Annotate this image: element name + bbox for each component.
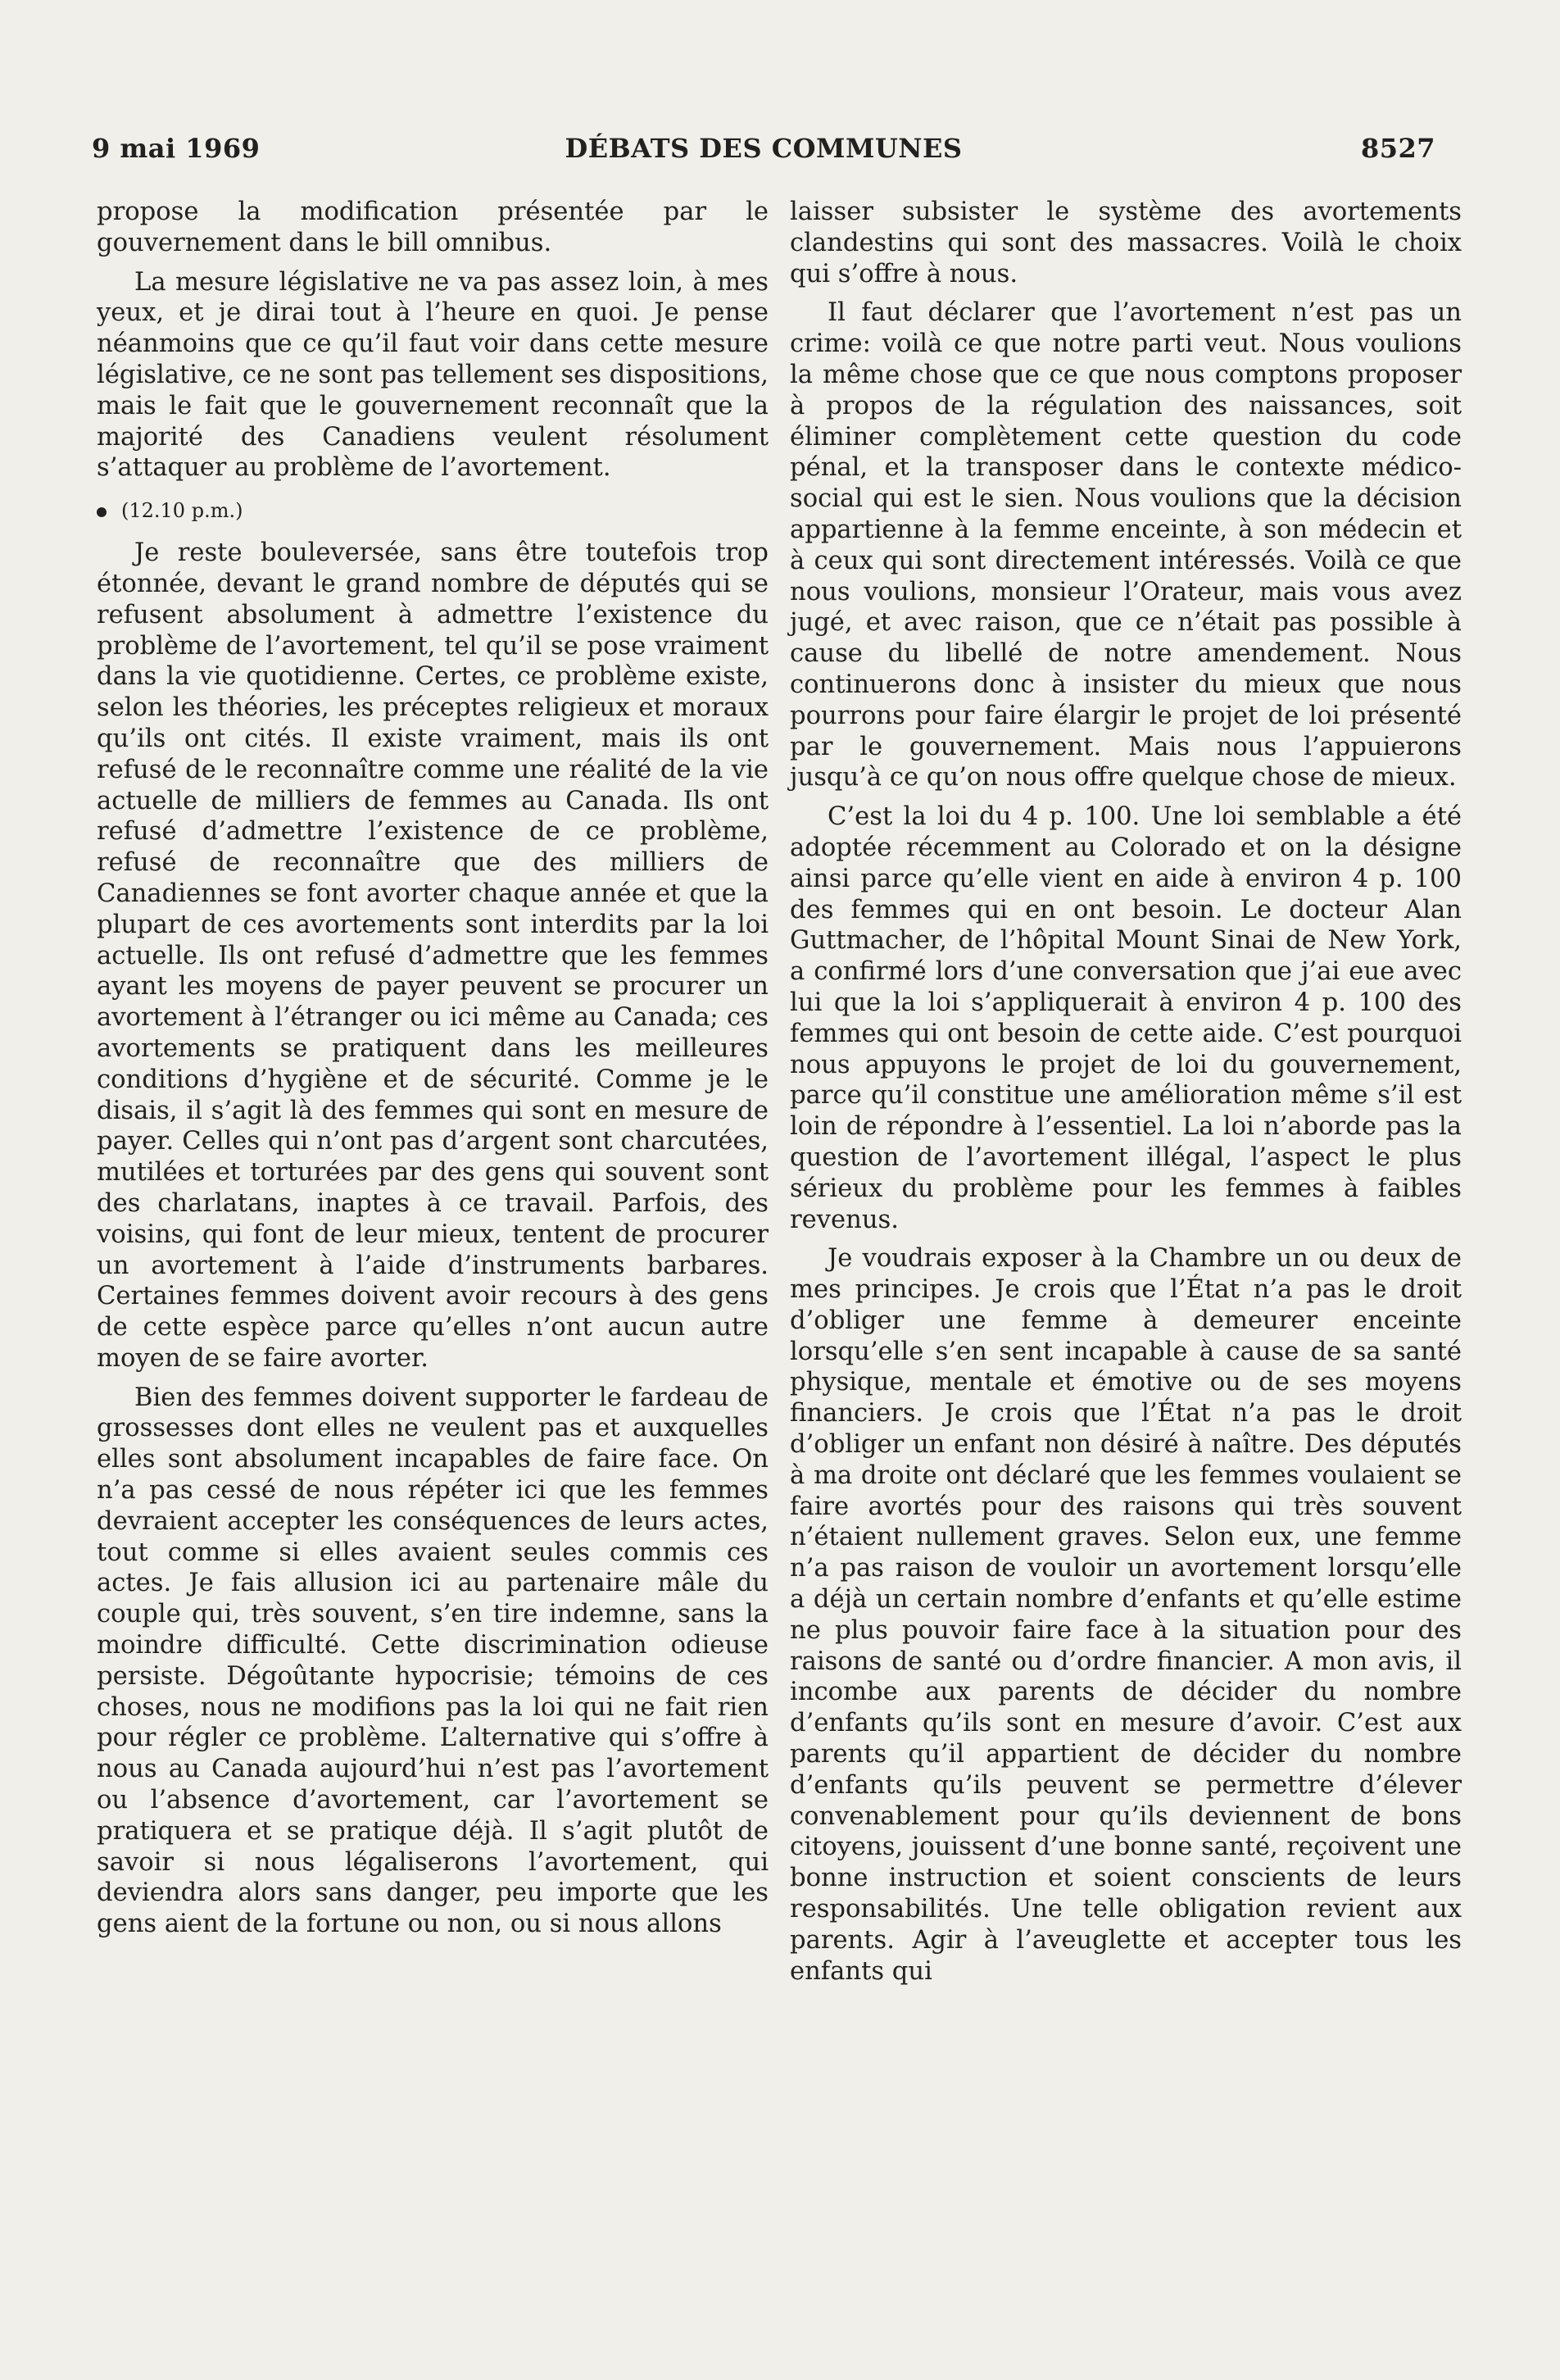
header-page-number: 8527 — [1360, 133, 1435, 164]
right-column — [790, 197, 1462, 1995]
left-paragraph-3: Je reste bouleversée, sans être toutefois trop étonnée, devant le grand nombre de députés qui se refusent absolument à admettre l’existence du problème de l’avortement, tel qu’il se pose vraiment dans la vie quotidienne. Certes, ce problème existe, selon les théories, les préceptes religieux et moraux qu’ils ont cités. Il existe vraiment, mais ils ont refusé de le reconnaître comme une réalité de la vie actuelle de milliers de femmes au Canada. Ils ont refusé d’admettre l’existence de ce problème, refusé de reconnaître que des milliers de Canadiennes se font avorter chaque année et que la plupart de ces avortements sont interdits par la loi actuelle. Ils ont refusé d’admettre que les femmes ayant les moyens de payer peuvent se procurer un avortement à l’étranger ou ici même au Canada; ces avortements se pratiquent dans les meilleures conditions d’hygiène et de sécurité. Comme je le disais, il s’agit là des femmes qui sont en mesure de payer. Celles qui n’ont pas d’argent sont charcutées, mutilées et torturées par des gens qui souvent sont des charlatans, inaptes à ce travail. Parfois, des voisins, qui font de leur mieux, tentent de procurer un avortement à l’aide d’instruments barbares. Certaines femmes doivent avoir recours à des gens de cette espèce parce qu’elles n’ont aucun autre moyen de se faire avorter. — [97, 538, 769, 1373]
left-paragraph-1: propose la modification présentée par le gouvernement dans le bill omnibus. — [97, 198, 769, 257]
right-paragraph-1: laisser subsister le système des avortements clandestins qui sont des massacres. Voilà le choix qui s’offre à nous. — [790, 198, 1462, 288]
left-paragraph-4: Bien des femmes doivent supporter le fardeau de grossesses dont elles ne veulent pas et auxquelles elles sont absolument incapables de faire face. On n’a pas cessé de nous répéter ici que les femmes devraient accepter les conséquences de leurs actes, tout comme si elles avaient seules commis ces actes. Je fais allusion ici au partenaire mâle du couple qui, très souvent, s’en tire indemne, sans la moindre difficulté. Cette discrimination odieuse persiste. Dégoûtante hypocrisie; témoins de ces choses, nous ne modifions pas la loi qui ne fait rien pour régler ce problème. L’alternative qui s’offre à nous au Canada aujourd’hui n’est pas l’avortement ou l’absence d’avortement, car l’avortement se pratiquera et se pratique déjà. Il s’agit plutôt de savoir si nous légaliserons l’avortement, qui deviendra alors sans danger, peu importe que les gens aient de la fortune ou non, ou si nous allons — [97, 1383, 769, 1939]
right-paragraph-3: C’est la loi du 4 p. 100. Une loi semblable a été adoptée récemment au Colorado et on la désigne ainsi parce qu’elle vient en aide à environ 4 p. 100 des femmes qui en ont besoin. Le docteur Alan Guttmacher, de l’hôpital Mount Sinai de New York, a confirmé lors d’une conversation que j’ai eue avec lui que la loi s’appliquerait à environ 4 p. 100 des femmes qui ont besoin de cette aide. C’est pourquoi nous appuyons le projet de loi du gouvernement, parce qu’il constitue une amélioration même s’il est loin de répondre à l’essentiel. La loi n’aborde pas la question de l’avortement illégal, l’aspect le plus sérieux du problème pour les femmes à faibles revenus. — [790, 802, 1462, 1234]
right-paragraph-2: Il faut déclarer que l’avortement n’est pas un crime: voilà ce que notre parti veut. Nous voulions la même chose que ce que nous comptons proposer à propos de la régulation des naissances, soit éliminer complètement cette question du code pénal, et la transposer dans le contexte médico-social qui est le sien. Nous voulions que la décision appartienne à la femme enceinte, à son médecin et à ceux qui sont directement intéressés. Voilà ce que nous voulions, monsieur l’Orateur, mais vous avez jugé, et avec raison, que ce n’était pas possible à cause du libellé de notre amendement. Nous continuerons donc à insister du mieux que nous pourrons pour faire élargir le projet de loi présenté par le gouvernement. Mais nous l’appuierons jusqu’à ce qu’on nous offre quelque chose de mieux. — [790, 298, 1462, 793]
timestamp-text: (12.10 p.m.) — [121, 499, 243, 523]
right-paragraph-4: Je voudrais exposer à la Chambre un ou deux de mes principes. Je crois que l’État n’a pas le droit d’obliger une femme à demeurer enceinte lorsqu’elle s’en sent incapable à cause de sa santé physique, mentale et émotive ou de ses moyens financiers. Je crois que l’État n’a pas le droit d’obliger un enfant non désiré à naître. Des députés à ma droite ont déclaré que les femmes voulaient se faire avortés pour des raisons qui très souvent n’étaient nullement graves. Selon eux, une femme n’a pas raison de vouloir un avortement lorsqu’elle a déjà un certain nombre d’enfants et qu’elle estime ne plus pouvoir faire face à la situation pour des raisons de santé ou d’ordre financier. A mon avis, il incombe aux parents de décider du nombre d’enfants qu’ils sont en mesure d’avoir. C’est aux parents qu’il appartient de décider du nombre d’enfants qu’ils peuvent se permettre d’élever convenablement pour qu’ils deviennent de bons citoyens, jouissent d’une bonne santé, reçoivent une bonne instruction et soient conscients de leurs responsabilités. Une telle obligation revient aux parents. Agir à l’aveuglette et accepter tous les enfants qui — [790, 1244, 1462, 1986]
header-date: 9 mai 1969 — [92, 133, 261, 164]
left-column — [97, 197, 769, 1948]
left-paragraph-2: La mesure législative ne va pas assez loin, à mes yeux, et je dirai tout à l’heure en quoi. Je pense néanmoins que ce qu’il faut voir dans cette mesure législative, ce ne sont pas tellement ses dispositions, mais le fait que le gouvernement reconnaît que la majorité des Canadiens veulent résolument s’attaquer au problème de l’avortement. — [97, 267, 769, 483]
header-title: DÉBATS DES COMMUNES — [565, 133, 963, 164]
timestamp-marker — [97, 498, 769, 523]
page-header — [92, 133, 1435, 174]
bullet-icon — [97, 507, 107, 517]
